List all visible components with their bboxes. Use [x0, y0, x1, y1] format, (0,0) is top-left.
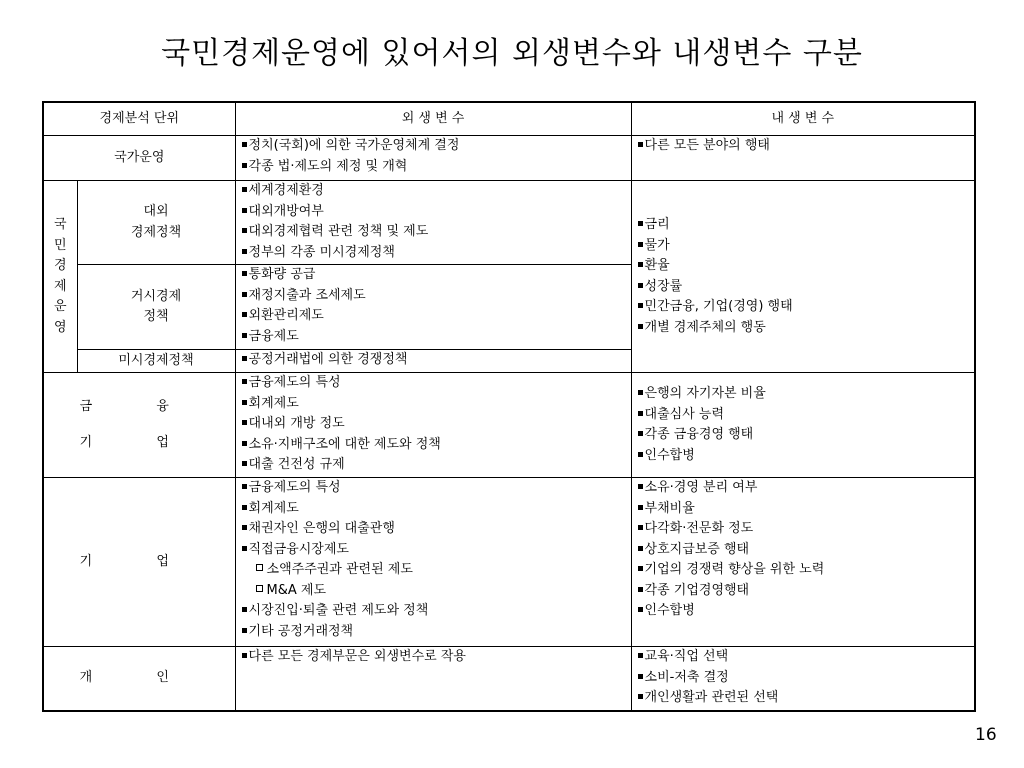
- bullet-icon: [242, 505, 247, 510]
- list-item: [638, 384, 975, 405]
- exo-national: [235, 136, 631, 181]
- vertical-char: 국: [53, 217, 67, 232]
- label-firm: [43, 478, 235, 647]
- label-foreign-policy: [77, 181, 235, 265]
- bullet-icon: [242, 379, 247, 384]
- sub-bullet-icon: [256, 585, 263, 592]
- list-item-text: 대출 건전성 규제: [248, 457, 345, 472]
- exo-macro-policy: [235, 265, 631, 350]
- list-item-text: 각종 금융경영 행태: [644, 427, 754, 442]
- list-item: [242, 181, 631, 202]
- bullet-icon: [638, 452, 643, 457]
- label-financial-line2: 기 업: [79, 435, 199, 450]
- list-item-text: 각종 법·제도의 제정 및 개혁: [248, 158, 408, 174]
- list-item-text: 회계제도: [248, 395, 299, 411]
- list-item: [638, 560, 975, 581]
- list-item-text: 개별 경제주체의 행동: [644, 319, 766, 335]
- list-item-text: 소유·경영 분리 여부: [644, 480, 758, 495]
- list-item: [242, 373, 631, 394]
- bullet-icon: [638, 431, 643, 436]
- label-individual-text: 개 인: [79, 670, 199, 686]
- bullet-icon: [242, 461, 247, 466]
- list-item-text: 대내외 개방 정도: [248, 416, 345, 431]
- label-micro-policy: 미시경제정책: [77, 350, 235, 373]
- list-item-text: M&A 제도: [266, 582, 327, 598]
- list-item-text: 기업의 경쟁력 향상을 위한 노력: [644, 562, 825, 577]
- list-item: [242, 265, 631, 286]
- list-item: [242, 647, 631, 668]
- row-firm: [43, 478, 975, 647]
- vertical-char: 제: [53, 278, 67, 294]
- list-item: [242, 540, 631, 561]
- list-item: [638, 405, 975, 426]
- bullet-icon: [638, 546, 643, 551]
- vertical-char: 운: [53, 299, 67, 314]
- bullet-icon: [242, 546, 247, 551]
- list-item-text: 직접금융시장제도: [248, 541, 349, 557]
- list-item-text: 재정지출과 조세제도: [248, 287, 366, 303]
- list-item: [638, 688, 975, 709]
- list-item: [638, 425, 975, 446]
- row-individual: [43, 647, 975, 712]
- list-item: [242, 286, 631, 307]
- list-item-text: 통화량 공급: [248, 267, 316, 282]
- bullet-icon: [242, 312, 247, 317]
- variable-classification-table: [42, 101, 976, 712]
- bullet-icon: [638, 324, 643, 329]
- bullet-icon: [638, 411, 643, 416]
- endo-macro-group: [631, 181, 975, 373]
- list-item-text: 공정거래법에 의한 경쟁정책: [248, 352, 408, 367]
- list-item: [242, 243, 631, 264]
- row-national: [43, 136, 975, 181]
- bullet-icon: [242, 333, 247, 338]
- list-item: [638, 215, 975, 236]
- list-item-text: 대외개방여부: [248, 203, 324, 219]
- list-item: [242, 519, 631, 540]
- header-endogenous: 내 생 변 수: [631, 102, 975, 136]
- list-item-text: 다른 모든 분야의 행태: [644, 138, 770, 153]
- list-item-text: 환율: [644, 258, 670, 273]
- list-item-text: 소액주주권과 관련된 제도: [266, 562, 413, 577]
- list-item-text: 소유·지배구조에 대한 제도와 정책: [248, 436, 441, 452]
- list-item-text: 채권자인 은행의 대출관행: [248, 521, 395, 536]
- list-item-text: 부채비율: [644, 500, 695, 516]
- list-item: [242, 136, 631, 157]
- label-firm-text: 기 업: [79, 553, 199, 569]
- bullet-icon: [242, 249, 247, 254]
- list-item-text: 금융제도의 특성: [248, 375, 341, 390]
- bullet-icon: [638, 566, 643, 571]
- list-item-text: 정부의 각종 미시경제정책: [248, 244, 395, 260]
- bullet-icon: [638, 587, 643, 592]
- bullet-icon: [242, 187, 247, 192]
- list-item: [638, 478, 975, 499]
- list-item: [242, 455, 631, 476]
- sub-bullet-icon: [256, 564, 263, 571]
- bullet-icon: [242, 484, 247, 489]
- exo-individual: [235, 647, 631, 712]
- list-item-text: 금리: [644, 217, 670, 232]
- bullet-icon: [242, 400, 247, 405]
- vertical-label-national-economy: [43, 181, 77, 373]
- vertical-char: 경: [53, 258, 67, 273]
- bullet-icon: [638, 694, 643, 699]
- list-item: [638, 318, 975, 339]
- bullet-icon: [638, 390, 643, 395]
- bullet-icon: [638, 653, 643, 658]
- bullet-icon: [242, 271, 247, 276]
- list-item-text: 상호지급보증 행태: [644, 541, 750, 557]
- header-unit: 경제분석 단위: [43, 102, 235, 136]
- bullet-icon: [242, 208, 247, 213]
- vertical-char: 영: [53, 319, 67, 335]
- bullet-icon: [638, 505, 643, 510]
- list-item: [242, 478, 631, 499]
- list-item-text: 민간금융, 기업(경영) 행태: [644, 299, 793, 314]
- list-item-text: 시장진입·퇴출 관련 제도와 정책: [248, 603, 429, 618]
- list-item: [242, 560, 631, 581]
- bullet-icon: [242, 228, 247, 233]
- list-item-text: 각종 기업경영행태: [644, 582, 750, 598]
- list-item: [242, 414, 631, 435]
- list-item-text: 다른 모든 경제부문은 외생변수로 작용: [248, 649, 466, 664]
- bullet-icon: [638, 525, 643, 530]
- list-item: [638, 519, 975, 540]
- list-item-text: 소비-저축 결정: [644, 669, 729, 685]
- label-individual: [43, 647, 235, 712]
- header-exogenous: 외 생 변 수: [235, 102, 631, 136]
- label-foreign-line1: 대외: [143, 204, 169, 219]
- list-item: [638, 136, 975, 157]
- bullet-icon: [638, 283, 643, 288]
- bullet-icon: [638, 674, 643, 679]
- exo-foreign-policy: [235, 181, 631, 265]
- list-item-text: 정치(국회)에 의한 국가운영체계 결정: [248, 138, 460, 153]
- label-financial-line1: 금 융: [79, 399, 199, 414]
- list-item-text: 성장률: [644, 278, 683, 294]
- bullet-icon: [638, 242, 643, 247]
- bullet-icon: [242, 420, 247, 425]
- bullet-icon: [242, 163, 247, 168]
- label-macro-line2: 정책: [143, 309, 169, 324]
- list-item: [242, 202, 631, 223]
- list-item: [242, 222, 631, 243]
- list-item: [638, 297, 975, 318]
- list-item: [638, 601, 975, 622]
- bullet-icon: [242, 292, 247, 297]
- list-item: [638, 499, 975, 520]
- list-item-text: 기타 공정거래정책: [248, 623, 354, 639]
- bullet-icon: [242, 653, 247, 658]
- list-item-text: 세계경제환경: [248, 183, 324, 198]
- endo-financial-firm: [631, 373, 975, 478]
- endo-national: [631, 136, 975, 181]
- bullet-icon: [638, 221, 643, 226]
- list-item-text: 다각화·전문화 정도: [644, 521, 754, 536]
- page-title: 국민경제운영에 있어서의 외생변수와 내생변수 구분: [161, 36, 863, 71]
- list-item-text: 대출심사 능력: [644, 406, 724, 422]
- list-item-text: 물가: [644, 237, 670, 253]
- list-item-text: 개인생활과 관련된 선택: [644, 690, 779, 705]
- bullet-icon: [638, 142, 643, 147]
- bullet-icon: [242, 441, 247, 446]
- list-item-text: 교육·직업 선택: [644, 649, 729, 664]
- endo-firm: [631, 478, 975, 647]
- label-macro-policy: [77, 265, 235, 350]
- list-item: [242, 157, 631, 178]
- list-item-text: 인수합병: [644, 447, 695, 463]
- bullet-icon: [242, 142, 247, 147]
- exo-micro-policy: [235, 350, 631, 373]
- list-item: [638, 668, 975, 689]
- label-national: 국가운영: [43, 136, 235, 181]
- list-item: [638, 647, 975, 668]
- bullet-icon: [638, 262, 643, 267]
- page-number: 16: [975, 725, 997, 745]
- bullet-icon: [242, 628, 247, 633]
- list-item-text: 외환관리제도: [248, 308, 324, 323]
- label-foreign-line2: 경제정책: [130, 224, 182, 240]
- endo-individual: [631, 647, 975, 712]
- list-item-text: 금융제도의 특성: [248, 480, 341, 495]
- bullet-icon: [638, 303, 643, 308]
- bullet-icon: [242, 525, 247, 530]
- bullet-icon: [242, 356, 247, 361]
- row-financial-firm: [43, 373, 975, 478]
- vertical-char: 민: [53, 237, 67, 253]
- list-item: [242, 601, 631, 622]
- list-item-text: 대외경제협력 관련 정책 및 제도: [248, 224, 429, 239]
- row-foreign-policy: [43, 181, 975, 265]
- list-item-text: 은행의 자기자본 비율: [644, 386, 766, 401]
- exo-firm: [235, 478, 631, 647]
- label-financial-firm: [43, 373, 235, 478]
- bullet-icon: [638, 607, 643, 612]
- list-item: [242, 622, 631, 643]
- list-item: [242, 327, 631, 348]
- list-item: [242, 435, 631, 456]
- bullet-icon: [638, 484, 643, 489]
- bullet-icon: [242, 607, 247, 612]
- list-item: [638, 581, 975, 602]
- list-item-text: 인수합병: [644, 603, 695, 618]
- exo-financial-firm: [235, 373, 631, 478]
- label-macro-line1: 거시경제: [130, 288, 182, 304]
- list-item: [638, 236, 975, 257]
- list-item: [242, 581, 631, 602]
- list-item-text: 회계제도: [248, 500, 299, 516]
- list-item: [638, 446, 975, 467]
- list-item: [242, 499, 631, 520]
- list-item: [638, 540, 975, 561]
- header-row: [43, 102, 975, 136]
- list-item: [242, 394, 631, 415]
- list-item-text: 금융제도: [248, 328, 299, 344]
- list-item: [638, 256, 975, 277]
- list-item: [242, 350, 631, 371]
- list-item: [242, 306, 631, 327]
- list-item: [638, 277, 975, 298]
